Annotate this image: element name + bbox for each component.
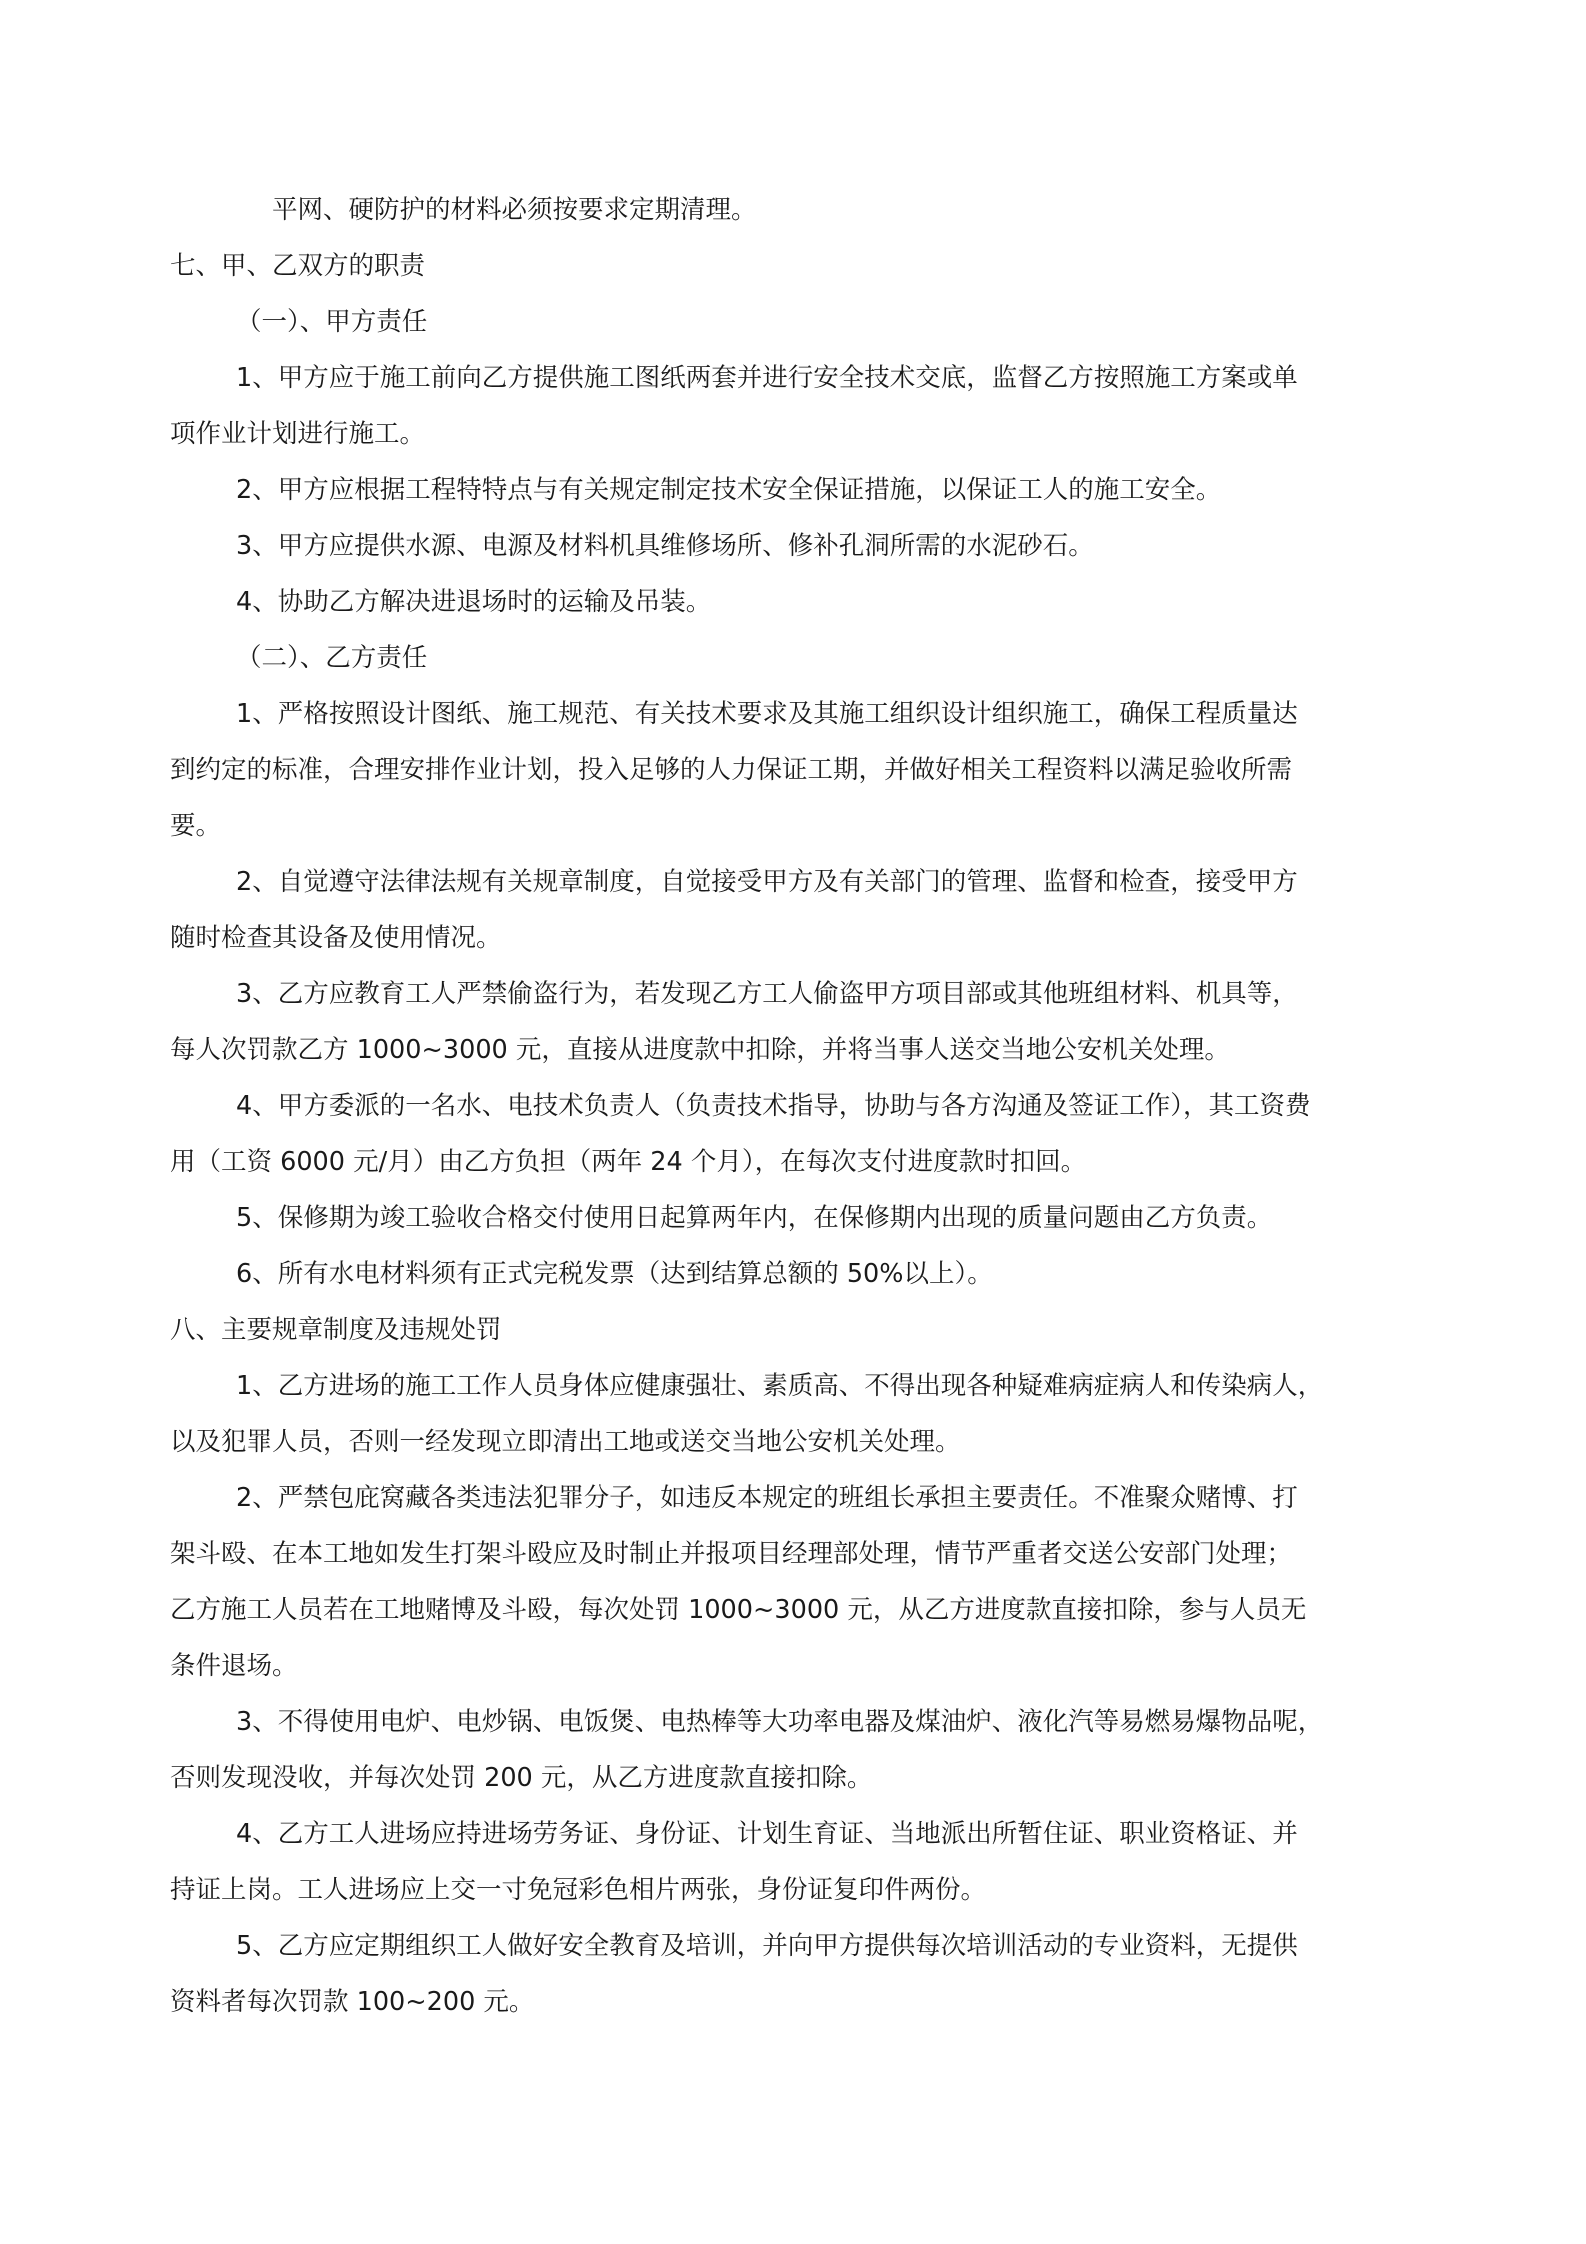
section-heading-8 <box>170 1302 1420 1358</box>
text-line: 5、乙方应定期组织工人做好安全教育及培训，并向甲方提供每次培训活动的专业资料，无提供 <box>236 1931 1298 1961</box>
text-line: 2、甲方应根据工程特特点与有关规定制定技术安全保证措施，以保证工人的施工安全。 <box>236 475 1222 505</box>
heading-line: 七、甲、乙双方的职责 <box>170 251 426 281</box>
text-line: 要。 <box>170 811 222 841</box>
continuation-text <box>170 182 1420 238</box>
text-line: 3、不得使用电炉、电炒锅、电饭煲、电热棒等大功率电器及煤油炉、液化汽等易燃易爆物品呢， <box>236 1707 1324 1737</box>
heading-line: 八、主要规章制度及违规处罚 <box>170 1315 502 1345</box>
paragraph-b4 <box>170 1078 1420 1190</box>
paragraph-a2 <box>170 462 1420 518</box>
text-line: 1、乙方进场的施工工作人员身体应健康强壮、素质高、不得出现各种疑难病症病人和传染病人， <box>236 1371 1324 1401</box>
text-line: 条件退场。 <box>170 1651 298 1681</box>
subsection-party-b <box>170 630 1420 686</box>
text-line: 随时检查其设备及使用情况。 <box>170 923 502 953</box>
text-line: 2、严禁包庇窝藏各类违法犯罪分子，如违反本规定的班组长承担主要责任。不准聚众赌博、打 <box>236 1483 1298 1513</box>
paragraph-a1 <box>170 350 1420 462</box>
paragraph-r1 <box>170 1358 1420 1470</box>
paragraph-b2 <box>170 854 1420 966</box>
text-line: 2、自觉遵守法律法规有关规章制度，自觉接受甲方及有关部门的管理、监督和检查，接受甲方 <box>236 867 1298 897</box>
text-line: 6、所有水电材料须有正式完税发票（达到结算总额的 50%以上）。 <box>236 1259 993 1289</box>
paragraph-b6 <box>170 1246 1420 1302</box>
text-line: 否则发现没收，并每次处罚 200 元，从乙方进度款直接扣除。 <box>170 1763 873 1793</box>
text-line: 3、乙方应教育工人严禁偷盗行为，若发现乙方工人偷盗甲方项目部或其他班组材料、机具等， <box>236 979 1298 1009</box>
paragraph-b3 <box>170 966 1420 1078</box>
paragraph-b5 <box>170 1190 1420 1246</box>
text-line: 资料者每次罚款 100~200 元。 <box>170 1987 535 2017</box>
paragraph-r4 <box>170 1806 1420 1918</box>
text-line: 用（工资 6000 元/月）由乙方负担（两年 24 个月），在每次支付进度款时扣回。 <box>170 1147 1087 1177</box>
text-line: 持证上岗。工人进场应上交一寸免冠彩色相片两张，身份证复印件两份。 <box>170 1875 987 1905</box>
subsection-party-a <box>170 294 1420 350</box>
section-heading-7 <box>170 238 1420 294</box>
paragraph-r3 <box>170 1694 1420 1806</box>
text-line: 1、严格按照设计图纸、施工规范、有关技术要求及其施工组织设计组织施工，确保工程质量达 <box>236 699 1298 729</box>
text-line: 4、协助乙方解决进退场时的运输及吊装。 <box>236 587 712 617</box>
text-line: 平网、硬防护的材料必须按要求定期清理。 <box>272 195 757 225</box>
subheading-line: （二）、乙方责任 <box>236 643 428 673</box>
text-line: 4、乙方工人进场应持进场劳务证、身份证、计划生育证、当地派出所暂住证、职业资格证、并 <box>236 1819 1298 1849</box>
subheading-line: （一）、甲方责任 <box>236 307 428 337</box>
text-line: 项作业计划进行施工。 <box>170 419 426 449</box>
paragraph-a4 <box>170 574 1420 630</box>
text-line: 以及犯罪人员，否则一经发现立即清出工地或送交当地公安机关处理。 <box>170 1427 961 1457</box>
paragraph-r5 <box>170 1918 1420 2030</box>
text-line: 架斗殴、在本工地如发生打架斗殴应及时制止并报项目经理部处理，情节严重者交送公安部门处理； <box>170 1539 1293 1569</box>
text-line: 5、保修期为竣工验收合格交付使用日起算两年内，在保修期内出现的质量问题由乙方负责。 <box>236 1203 1273 1233</box>
paragraph-b1 <box>170 686 1420 854</box>
text-line: 3、甲方应提供水源、电源及材料机具维修场所、修补孔洞所需的水泥砂石。 <box>236 531 1094 561</box>
document-page <box>170 182 1420 2030</box>
text-line: 每人次罚款乙方 1000~3000 元，直接从进度款中扣除，并将当事人送交当地公安机关处理。 <box>170 1035 1230 1065</box>
text-line: 1、甲方应于施工前向乙方提供施工图纸两套并进行安全技术交底，监督乙方按照施工方案或单 <box>236 363 1298 393</box>
text-line: 乙方施工人员若在工地赌博及斗殴，每次处罚 1000~3000 元，从乙方进度款直接扣除，参与人员无 <box>170 1595 1307 1625</box>
text-line: 4、甲方委派的一名水、电技术负责人（负责技术指导，协助与各方沟通及签证工作），其工资费 <box>236 1091 1311 1121</box>
paragraph-a3 <box>170 518 1420 574</box>
paragraph-r2 <box>170 1470 1420 1694</box>
text-line: 到约定的标准，合理安排作业计划，投入足够的人力保证工期，并做好相关工程资料以满足验收所需 <box>170 755 1293 785</box>
